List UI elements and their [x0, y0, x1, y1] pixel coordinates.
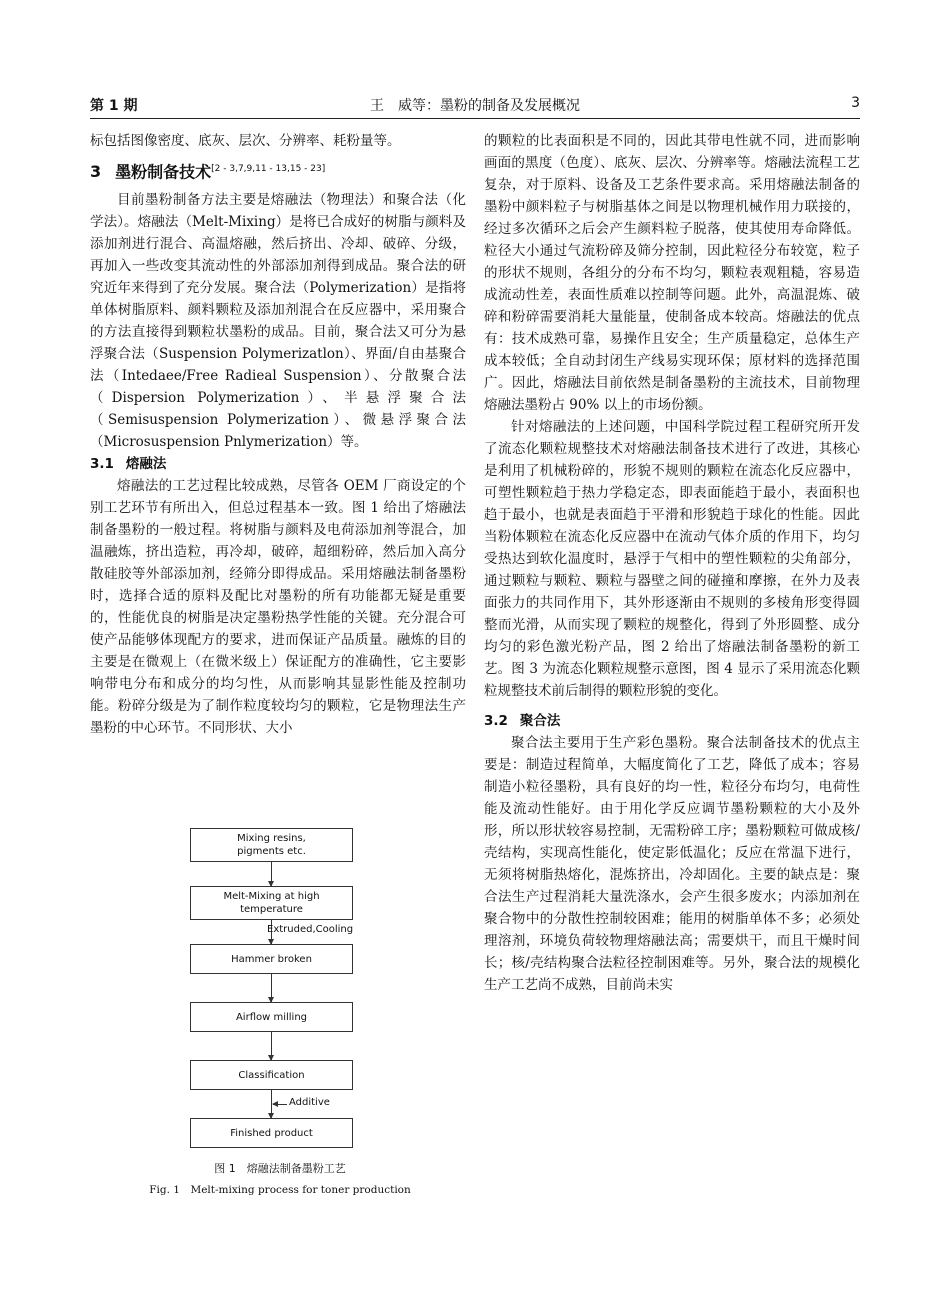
- paragraph: 目前墨粉制备方法主要是熔融法（物理法）和聚合法（化学法）。熔融法（Melt-Mixing）是将已合成好的树脂与颜料及添加剂进行混合、高温熔融，然后挤出、冷却、破碎、分级，再加入一些改变其流动性的外部添加剂得到成品。聚合法的研究近年来得到了充分发展。聚合法（Polymerization）是指将单体树脂原料、颜料颗粒及添加剂混合在反应器中，采用聚合的方法直接得到颗粒状墨粉的成品。目前，聚合法又可分为悬浮聚合法（Suspension Polymerizatlon）、界面/自由基聚合法（Intedaee/Free Radieal Suspension）、分散聚合法（Dispersion Polymerization）、半悬浮聚合法（Semisuspension Polymerization）、微悬浮聚合法（Microsuspension Pnlymerization）等。: [90, 192, 466, 451]
- flow-box-classification: Classification: [190, 1060, 353, 1090]
- header-rule: [90, 118, 860, 119]
- subsection-3-1-heading: [90, 453, 466, 475]
- flow-box-finished: Finished product: [190, 1118, 353, 1148]
- right-column: [484, 130, 860, 996]
- section-3-heading: [90, 154, 466, 187]
- flow-arrow: [271, 1032, 272, 1060]
- figure-caption-en: Fig. 1 Melt-mixing process for toner production: [149, 1184, 411, 1196]
- subsection-number: 3.1: [90, 456, 114, 473]
- flow-label-additive: Additive: [289, 1097, 330, 1108]
- subsection-number: 3.2: [484, 713, 508, 729]
- paragraph: 的颗粒的比表面积是不同的，因此其带电性就不同，进而影响画面的黑度（色度）、底灰、层次、分辨率等。熔融法流程工艺复杂，对于原料、设备及工艺条件要求高。采用熔融法制备的墨粉中颜料粒子与树脂基体之间是以物理机械作用力联接的，经过多次循环之后会产生颜料粒子脱落，使其使用寿命降低。粒径大小通过气流粉碎及筛分控制，因此粒径分布较宽，粒子的形状不规则，各组分的分布不均匀，颗粒表观粗糙，容易造成流动性差，表面性质难以控制等问题。此外，高温混炼、破碎和粉碎需要消耗大量能量，使制备成本较高。熔融法的优点有：技术成熟可靠，易操作且安全；生产质量稳定，总体生产成本较低；全自动封闭生产线易实现环保；原材料的选择范围广。因此，熔融法目前依然是制备墨粉的主流技术，目前物理熔融法墨粉占 90% 以上的市场份额。: [484, 133, 860, 413]
- running-header: [90, 95, 860, 117]
- continued-line: 标包括图像密度、底灰、层次、分辨率、耗粉量等。: [90, 133, 401, 149]
- figure-caption-cn: 图 1 熔融法制备墨粉工艺: [214, 1162, 346, 1175]
- issue-label: 第 1 期: [90, 98, 138, 114]
- left-column: [90, 130, 466, 739]
- paragraph: 聚合法主要用于生产彩色墨粉。聚合法制备技术的优点主要是：制造过程简单，大幅度简化了工艺，降低了成本；容易制造小粒径墨粉，具有良好的均一性，粒径分布均匀，电荷性能及流动性能好。由于用化学反应调节墨粉颗粒的大小及外形，所以形状较容易控制，无需粉碎工序；墨粉颗粒可做成核/壳结构，实现高性能化，使定影低温化；反应在常温下进行，无须将树脂热熔化，混炼挤出，冷却固化。主要的缺点是：聚合法生产过程消耗大量洗涤水，会产生很多废水；内添加剂在聚合物中的分散性控制较困难；能用的树脂单体不多；必须处理溶剂，环境负荷较物理熔融法高；需要烘干，而且干燥时间长；核/壳结构聚合法粒径控制困难等。另外，聚合法的规模化生产工艺尚不成熟，目前尚未实: [484, 735, 860, 993]
- section-number: 3: [90, 162, 102, 182]
- subsection-3-2-heading: [484, 710, 860, 732]
- subsection-title: 聚合法: [519, 713, 561, 729]
- flow-arrow: [271, 974, 272, 1002]
- page-number: 3: [851, 95, 860, 111]
- flow-box-mixing: Mixing resins, pigments etc.: [190, 828, 353, 862]
- additive-arrow: [273, 1104, 287, 1105]
- figure-1-flowchart: [150, 828, 410, 1158]
- subsection-title: 熔融法: [125, 456, 167, 473]
- flow-box-hammer: Hammer broken: [190, 944, 353, 974]
- section-references: [2 - 3,7,9,11 - 13,15 - 23]: [211, 164, 326, 174]
- paragraph: 针对熔融法的上述问题，中国科学院过程工程研究所开发了流态化颗粒规整技术对熔融法制备技术进行了改进，其核心是利用了机械粉碎的，形貌不规则的颗粒在流态化反应器中，可塑性颗粒趋于热力学稳定态，即表面能趋于最小，表面积也趋于最小，也就是表面趋于平滑和形貌趋于球化的性能。因此当粉体颗粒在流态化反应器中在流动气体介质的作用下，均匀受热达到软化温度时，悬浮于气相中的塑性颗粒的尖角部分，通过颗粒与颗粒、颗粒与器壁之间的碰撞和摩擦，在外力及表面张力的共同作用下，其外形逐渐由不规则的多棱角形变得圆整而光滑，从而实现了颗粒的规整化，得到了外形圆整、成分均匀的彩色激光粉产品，图 2 给出了熔融法制备墨粉的新工艺。图 3 为流态化颗粒规整示意图，图 4 显示了采用流态化颗粒规整技术前后制得的颗粒形貌的变化。: [484, 419, 860, 699]
- flow-arrow: [271, 862, 272, 886]
- section-title: 墨粉制备技术: [115, 162, 212, 182]
- running-title: 王 威等：墨粉的制备及发展概况: [370, 98, 580, 114]
- flow-box-melt-mixing: Melt-Mixing at high temperature: [190, 886, 353, 920]
- flow-box-airflow: Airflow milling: [190, 1002, 353, 1032]
- flow-label-extruded: Extruded,Cooling: [267, 924, 354, 935]
- paragraph: 熔融法的工艺过程比较成熟，尽管各 OEM 厂商设定的个别工艺环节有所出入，但总过程基本一致。图 1 给出了熔融法制备墨粉的一般过程。将树脂与颜料及电荷添加剂等混合，加温融炼，挤出造粒，再冷却，破碎，超细粉碎，然后加入高分散硅胶等外部添加剂，经筛分即得成品。采用熔融法制备墨粉时，选择合适的原料及配比对墨粉的所有功能都无疑是重要的，性能优良的树脂是决定墨粉热学性能的关键。充分混合可使产品能够体现配方的要求，进而保证产品质量。融炼的目的主要是在微观上（在微米级上）保证配方的准确性，它主要影响带电分布和成分的均匀性，从而影响其显影性能及控制功能。粉碎分级是为了制作粒度较均匀的颗粒，它是物理法生产墨粉的中心环节。不同形状、大小: [90, 478, 466, 737]
